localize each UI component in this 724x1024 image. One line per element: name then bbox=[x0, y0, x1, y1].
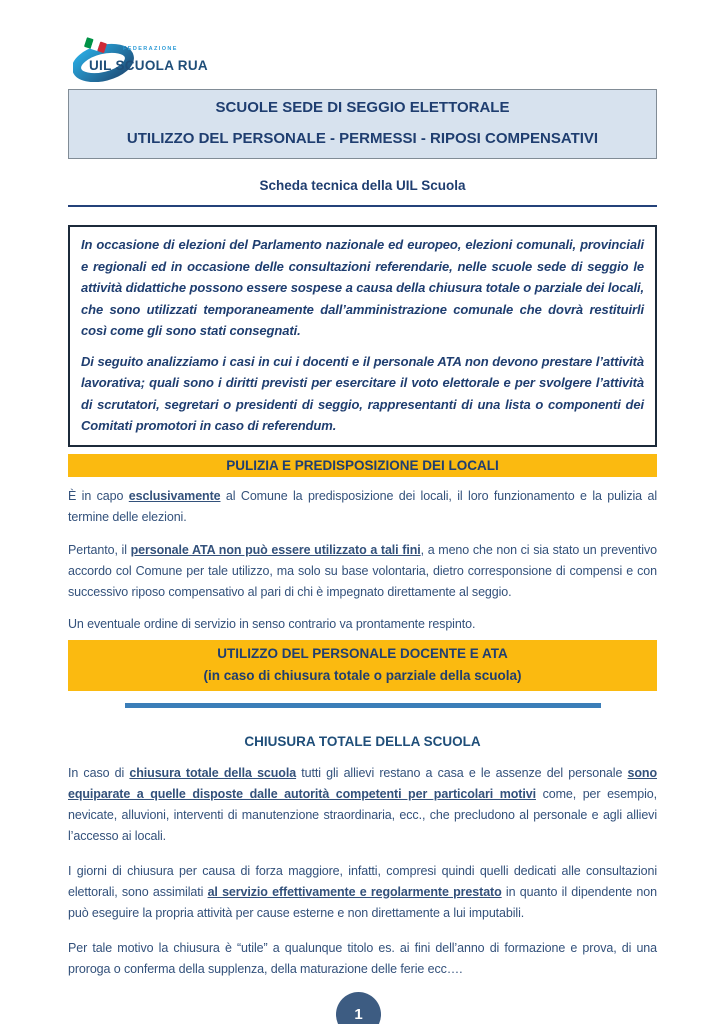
logo-graphic bbox=[73, 36, 223, 82]
section-divider-thick bbox=[125, 703, 601, 708]
page-number: 1 bbox=[354, 1005, 363, 1023]
paragraph-pulizia-3: Un eventuale ordine di servizio in senso contrario va prontamente respinto. bbox=[68, 616, 476, 631]
document-content bbox=[68, 36, 657, 1024]
intro-paragraph-1: In occasione di elezioni del Parlamento nazionale ed europeo, elezioni comunali, provinciali e regionali ed in occasione delle consultazioni referendarie, nelle scuole sede di seggio le attività didattiche possono essere sospese a causa della chiusura totale o parziale dei locali, che sono utilizzati temporaneamente dall’amministrazione comunale che dovrà restituirli così come gli sono stati consegnati. bbox=[81, 237, 644, 338]
banner-pulizia: PULIZIA E PREDISPOSIZIONE DEI LOCALI bbox=[68, 454, 657, 477]
paragraph-chiusura-2: I giorni di chiusura per causa di forza maggiore, infatti, compresi quindi quelli dedicati alle consultazioni elettorali, sono assimilati al servizio effettivamente e regolarmente prestato in quanto il dipendente non può eseguire la propria attività per cause esterne e non direttamente a lui imputabili. bbox=[68, 863, 657, 920]
paragraph-chiusura-3: Per tale motivo la chiusura è “utile” a qualunque titolo es. ai fini dell’anno di formazione e prova, di una proroga o conferma della supplenza, della maturazione delle ferie ecc…. bbox=[68, 940, 657, 976]
banner-utilizzo-line-1: UTILIZZO DEL PERSONALE DOCENTE E ATA bbox=[217, 645, 508, 661]
uil-scuola-rua-logo bbox=[73, 36, 657, 82]
logo-federazione-text: FEDERAZIONE bbox=[123, 46, 178, 52]
banner-utilizzo-line-2: (in caso di chiusura totale o parziale della scuola) bbox=[203, 667, 522, 683]
heading-chiusura-totale: CHIUSURA TOTALE DELLA SCUOLA bbox=[244, 733, 481, 749]
subtitle: Scheda tecnica della UIL Scuola bbox=[259, 178, 466, 193]
paragraph-pulizia-2: Pertanto, il personale ATA non può essere utilizzato a tali fini, a meno che non ci sia stato un preventivo accordo col Comune per tale utilizzo, ma solo su base volontaria, dietro corresponsione di compensi e con successivo riposo compensativo al pari di chi è impegnato direttamente al seggio. bbox=[68, 542, 657, 599]
page-number-badge bbox=[336, 992, 381, 1024]
banner-utilizzo bbox=[68, 640, 657, 691]
title-line-2: UTILIZZO DEL PERSONALE - PERMESSI - RIPOSI COMPENSATIVI bbox=[126, 130, 599, 147]
intro-box bbox=[68, 225, 657, 447]
paragraph-chiusura-1: In caso di chiusura totale della scuola tutti gli allievi restano a casa e le assenze del personale sono equiparate a quelle disposte dalle autorità competenti per particolari motivi come, per esempio, nevicate, alluvioni, interventi di manutenzione straordinaria, ecc., che precludono al personale e agli allievi l’accesso ai locali. bbox=[68, 765, 657, 843]
subtitle-divider-rule bbox=[68, 205, 657, 207]
logo-name-text: UIL SCUOLA RUA bbox=[89, 58, 208, 73]
title-box bbox=[68, 89, 657, 159]
title-line-1: SCUOLE SEDE DI SEGGIO ELETTORALE bbox=[215, 99, 510, 116]
intro-paragraph-2: Di seguito analizziamo i casi in cui i docenti e il personale ATA non devono prestare l’attività lavorativa; quali sono i diritti previsti per esercitare il voto elettorale e per svolgere l’attività di scrutatori, segretari o presidenti di seggio, rappresentanti di una lista o componenti dei Comitati promotori in caso di referendum. bbox=[81, 353, 644, 433]
paragraph-pulizia-1: È in capo esclusivamente al Comune la predisposizione dei locali, il loro funzionamento e la pulizia al termine delle elezioni. bbox=[68, 488, 657, 524]
